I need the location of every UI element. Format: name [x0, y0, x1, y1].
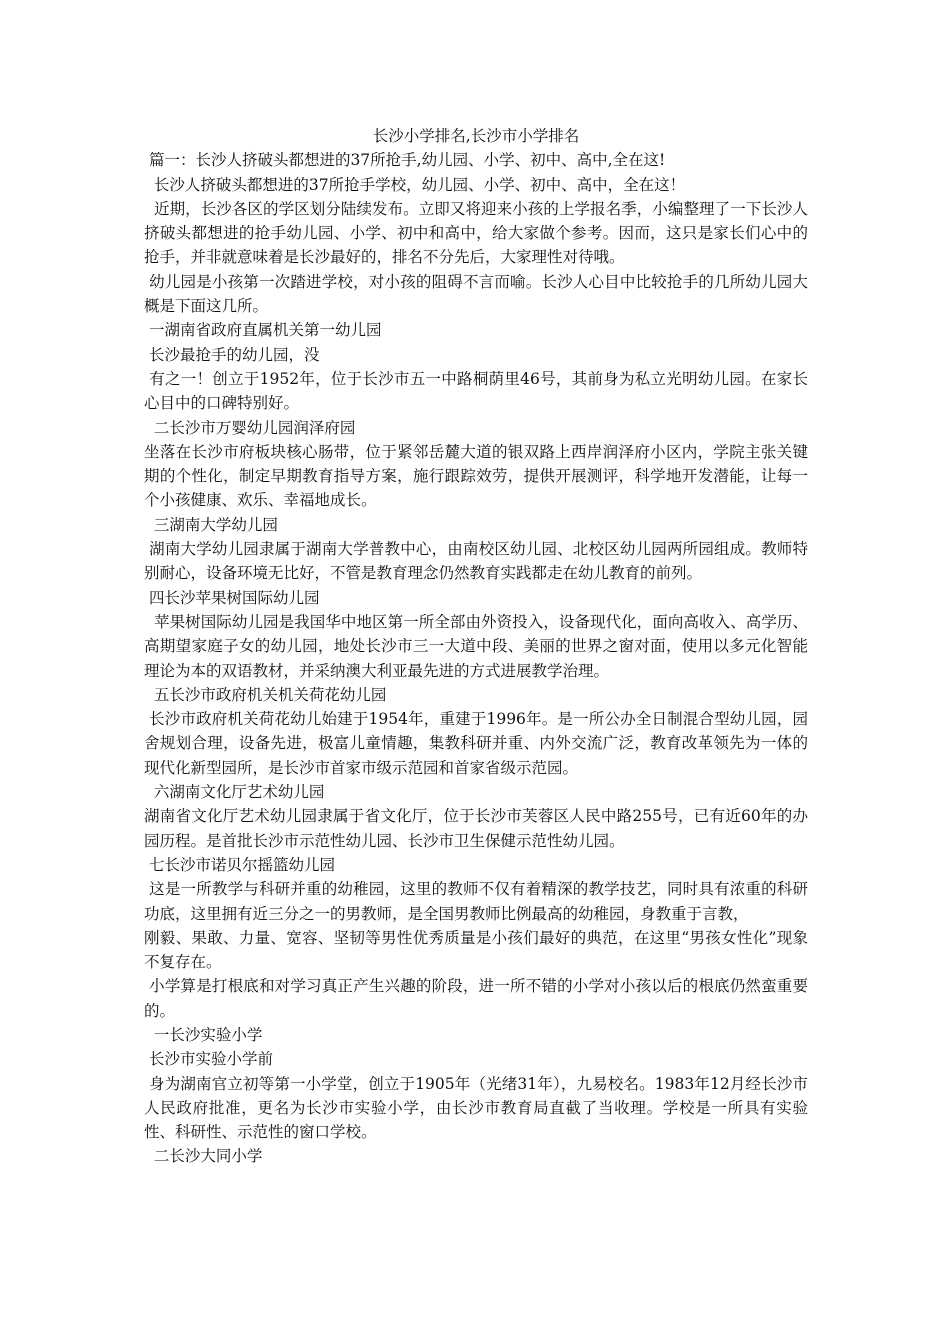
- paragraph: 幼儿园是小孩第一次踏进学校，对小孩的阻碍不言而喻。长沙人心目中比较抢手的几所幼儿园大概是下面这几所。: [144, 272, 808, 316]
- document-title: 长沙小学排名,长沙市小学排名: [372, 127, 580, 145]
- document-body: [144, 124, 808, 1169]
- section-heading: 二长沙市万婴幼儿园润泽府园: [144, 418, 356, 437]
- paragraph: 有之一！创立于1952年，位于长沙市五一中路桐荫里46号，其前身为私立光明幼儿园。在家长心目中的口碑特别好。: [144, 369, 808, 413]
- paragraph: 近期，长沙各区的学区划分陆续发布。立即又将迎来小孩的上学报名季，小编整理了一下长沙人挤破头都想进的抢手幼儿园、小学、初中和高中，给大家做个参考。因而，这只是家长们心中的抢手，并非就意味着是长沙最好的，排名不分先后，大家理性对待哦。: [144, 199, 808, 267]
- paragraph: 长沙人挤破头都想进的37所抢手学校，幼儿园、小学、初中、高中，全在这！: [144, 175, 686, 194]
- paragraph: 长沙市实验小学前: [144, 1050, 273, 1069]
- section-heading: 六湖南文化厅艺术幼儿园: [144, 783, 325, 802]
- section-heading: 四长沙苹果树国际幼儿园: [144, 588, 320, 607]
- paragraph: 坐落在长沙市府板块核心肠带，位于紧邻岳麓大道的银双路上西岸润泽府小区内，学院主张关键期的个性化，制定早期教育指导方案，施行跟踪效劳，提供开展测评，科学地开发潜能，让每一个小孩健康、欢乐、幸福地成长。: [144, 442, 808, 510]
- paragraph: 长沙最抢手的幼儿园，没: [144, 345, 320, 364]
- section-heading: 一长沙实验小学: [144, 1025, 263, 1044]
- section-heading: 五长沙市政府机关机关荷花幼儿园: [144, 685, 387, 704]
- section-heading: 三湖南大学幼儿园: [144, 515, 278, 534]
- section-heading: 一湖南省政府直属机关第一幼儿园: [144, 321, 382, 340]
- paragraph: 湖南省文化厅艺术幼儿园隶属于省文化厅，位于长沙市芙蓉区人民中路255号，已有近60年的办园历程。是首批长沙市示范性幼儿园、长沙市卫生保健示范性幼儿园。: [144, 807, 808, 850]
- section-heading: 七长沙市诺贝尔摇篮幼儿园: [144, 855, 335, 874]
- paragraph: 湖南大学幼儿园隶属于湖南大学普教中心，由南校区幼儿园、北校区幼儿园两所园组成。教师特别耐心，设备环境无比好，不管是教育理念仍然教育实践都走在幼儿教育的前列。: [144, 540, 808, 583]
- paragraph: 小学算是打根底和对学习真正产生兴趣的阶段，进一所不错的小学对小孩以后的根底仍然蛮重要的。: [144, 977, 808, 1020]
- paragraph: 篇一：长沙人挤破头都想进的37所抢手,幼儿园、小学、初中、高中,全在这!: [144, 151, 666, 170]
- paragraph: 刚毅、果敢、力量、宽容、坚韧等男性优秀质量是小孩们最好的典范，在这里“男孩女性化”现象不复存在。: [144, 928, 808, 972]
- paragraph: 身为湖南官立初等第一小学堂，创立于1905年（光绪31年），九易校名。1983年12月经长沙市人民政府批准，更名为长沙市实验小学，由长沙市教育局直截了当收理。学校是一所具有实验性、科研性、示范性的窗口学校。: [144, 1074, 809, 1142]
- paragraph: 苹果树国际幼儿园是我国华中地区第一所全部由外资投入，设备现代化，面向高收入、高学历、高期望家庭子女的幼儿园，地处长沙市三一大道中段、美丽的世界之窗对面，使用以多元化智能理论为本的双语教材，并采纳澳大利亚最先进的方式进展教学治理。: [144, 612, 808, 680]
- section-heading: 二长沙大同小学: [144, 1147, 263, 1166]
- paragraph: 长沙市政府机关荷花幼儿始建于1954年，重建于1996年。是一所公办全日制混合型幼儿园，园舍规划合理，设备先进，极富儿童情趣，集教科研并重、内外交流广泛，教育改革领先为一体的现代化新型园所，是长沙市首家市级示范园和首家省级示范园。: [144, 710, 808, 777]
- paragraph: 这是一所教学与科研并重的幼稚园，这里的教师不仅有着精深的教学技艺，同时具有浓重的科研功底，这里拥有近三分之一的男教师，是全国男教师比例最高的幼稚园，身教重于言教，: [144, 880, 808, 923]
